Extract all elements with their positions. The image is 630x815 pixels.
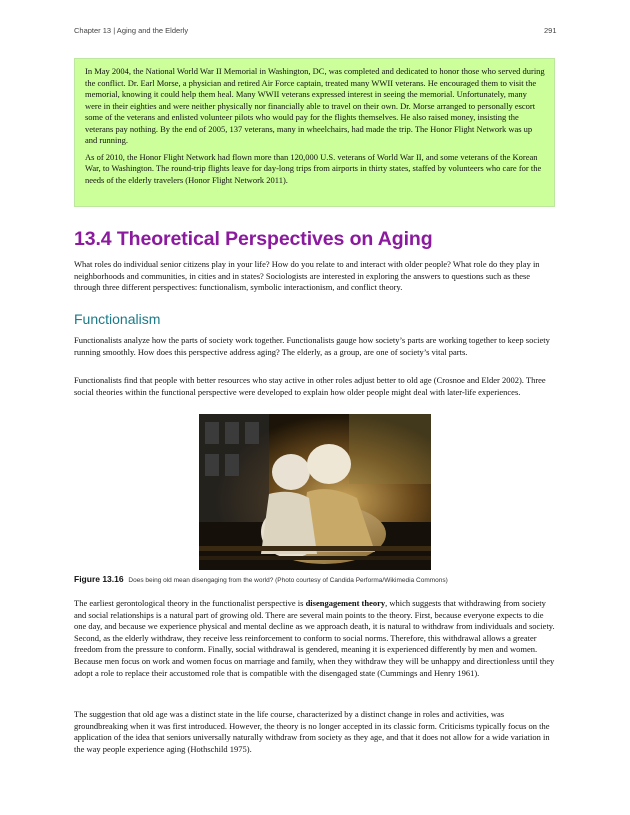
disengagement-paragraph-1 — [74, 598, 556, 679]
figure-caption-text: Does being old mean disengaging from the world? (Photo courtesy of Candida Performa/Wikimedia Commons) — [128, 577, 448, 584]
disengagement-text-after: , which suggests that withdrawing from society and social relationships is a natural part of growing old. There are several main points to the theory. First, because everyone expects to die one day, and because we experience physical and mental decline as we approach death, it is natural to withdraw from individuals and society. Second, as the elderly withdraw, they receive less reinforcement to conform to social norms. Therefore, this withdrawal allows a greater freedom from the pressure to conform. Finally, social withdrawal is gendered, meaning it is experienced differently by men and women. Because men focus on work and women focus on marriage and family, when they withdraw they will be unhappy and directionless until they adopt a role to replace their accustomed role that is compatible with the disengaged state (Cummings and Henry 1961). — [74, 598, 555, 678]
disengagement-text-before: The earliest gerontological theory in the functionalist perspective is — [74, 598, 306, 608]
functionalism-paragraph-2: Functionalists find that people with better resources who stay active in other roles adjust better to old age (Crosnoe and Elder 2002). Three social theories within the functional perspective were developed to explain how older people might deal with later-life experiences. — [74, 375, 546, 397]
callout-paragraph-1: In May 2004, the National World War II Memorial in Washington, DC, was completed and dedicated to honor those who served during the conflict. Dr. Earl Morse, a physician and retired Air Force captain, treated many WWII veterans. He encouraged them to visit the memorial, knowing it could help them heal. Many WWII veterans expressed interest in seeing the memorial. Unfortunately, many were in their eighties and were neither physically nor financially able to travel on their own. Dr. Morse arranged to personally escort some of the veterans and enlisted volunteer pilots who would pay for the flights themselves. He also raised money, insisting the veterans pay nothing. By the end of 2005, 137 veterans, many in wheelchairs, had made the trip. The Honor Flight Network was up and running. — [85, 66, 545, 145]
honor-flight-callout — [74, 58, 555, 207]
figure-caption — [74, 574, 448, 584]
callout-paragraph-2: As of 2010, the Honor Flight Network had flown more than 120,000 U.S. veterans of World War II, and some veterans of the Korean War, to Washington. The round-trip flights leave for day-long trips from airports in thirty states, staffed by volunteers who care for the needs of the elderly travelers (Honor Flight Network 2011). — [85, 151, 542, 185]
functionalism-heading: Functionalism — [74, 311, 161, 327]
disengagement-theory-term: disengagement theory — [305, 598, 386, 608]
section-intro-paragraph: What roles do individual senior citizens play in your life? How do you relate to and interact with older people? What role do they play in neighborhoods and communities, in cities and in states? Sociologists are interested in exploring the answers to questions such as these through three different perspectives: functionalism, symbolic interactionism, and conflict theory. — [74, 259, 540, 293]
running-header-chapter: Chapter 13 | Aging and the Elderly — [74, 26, 189, 35]
page-number: 291 — [544, 26, 557, 35]
figure-label: Figure 13.16 — [74, 574, 124, 584]
section-title: 13.4 Theoretical Perspectives on Aging — [74, 228, 433, 250]
figure-photo-elderly-couple — [199, 414, 431, 570]
functionalism-paragraph-1: Functionalists analyze how the parts of society work together. Functionalists gauge how society’s parts are working together to keep society running smoothly. How does this perspective address aging? The elderly, as a group, are one of society’s vital parts. — [74, 335, 550, 357]
disengagement-paragraph-2: The suggestion that old age was a distinct state in the life course, characterized by a distinct change in roles and activities, was groundbreaking when it was first introduced. However, the theory is no longer accepted in its classic form. Criticisms typically focus on the application of the idea that seniors universally naturally withdraw from society as they age, and that it does not allow for a wide variation in the way people experience aging (Hothschild 1975). — [74, 709, 550, 754]
